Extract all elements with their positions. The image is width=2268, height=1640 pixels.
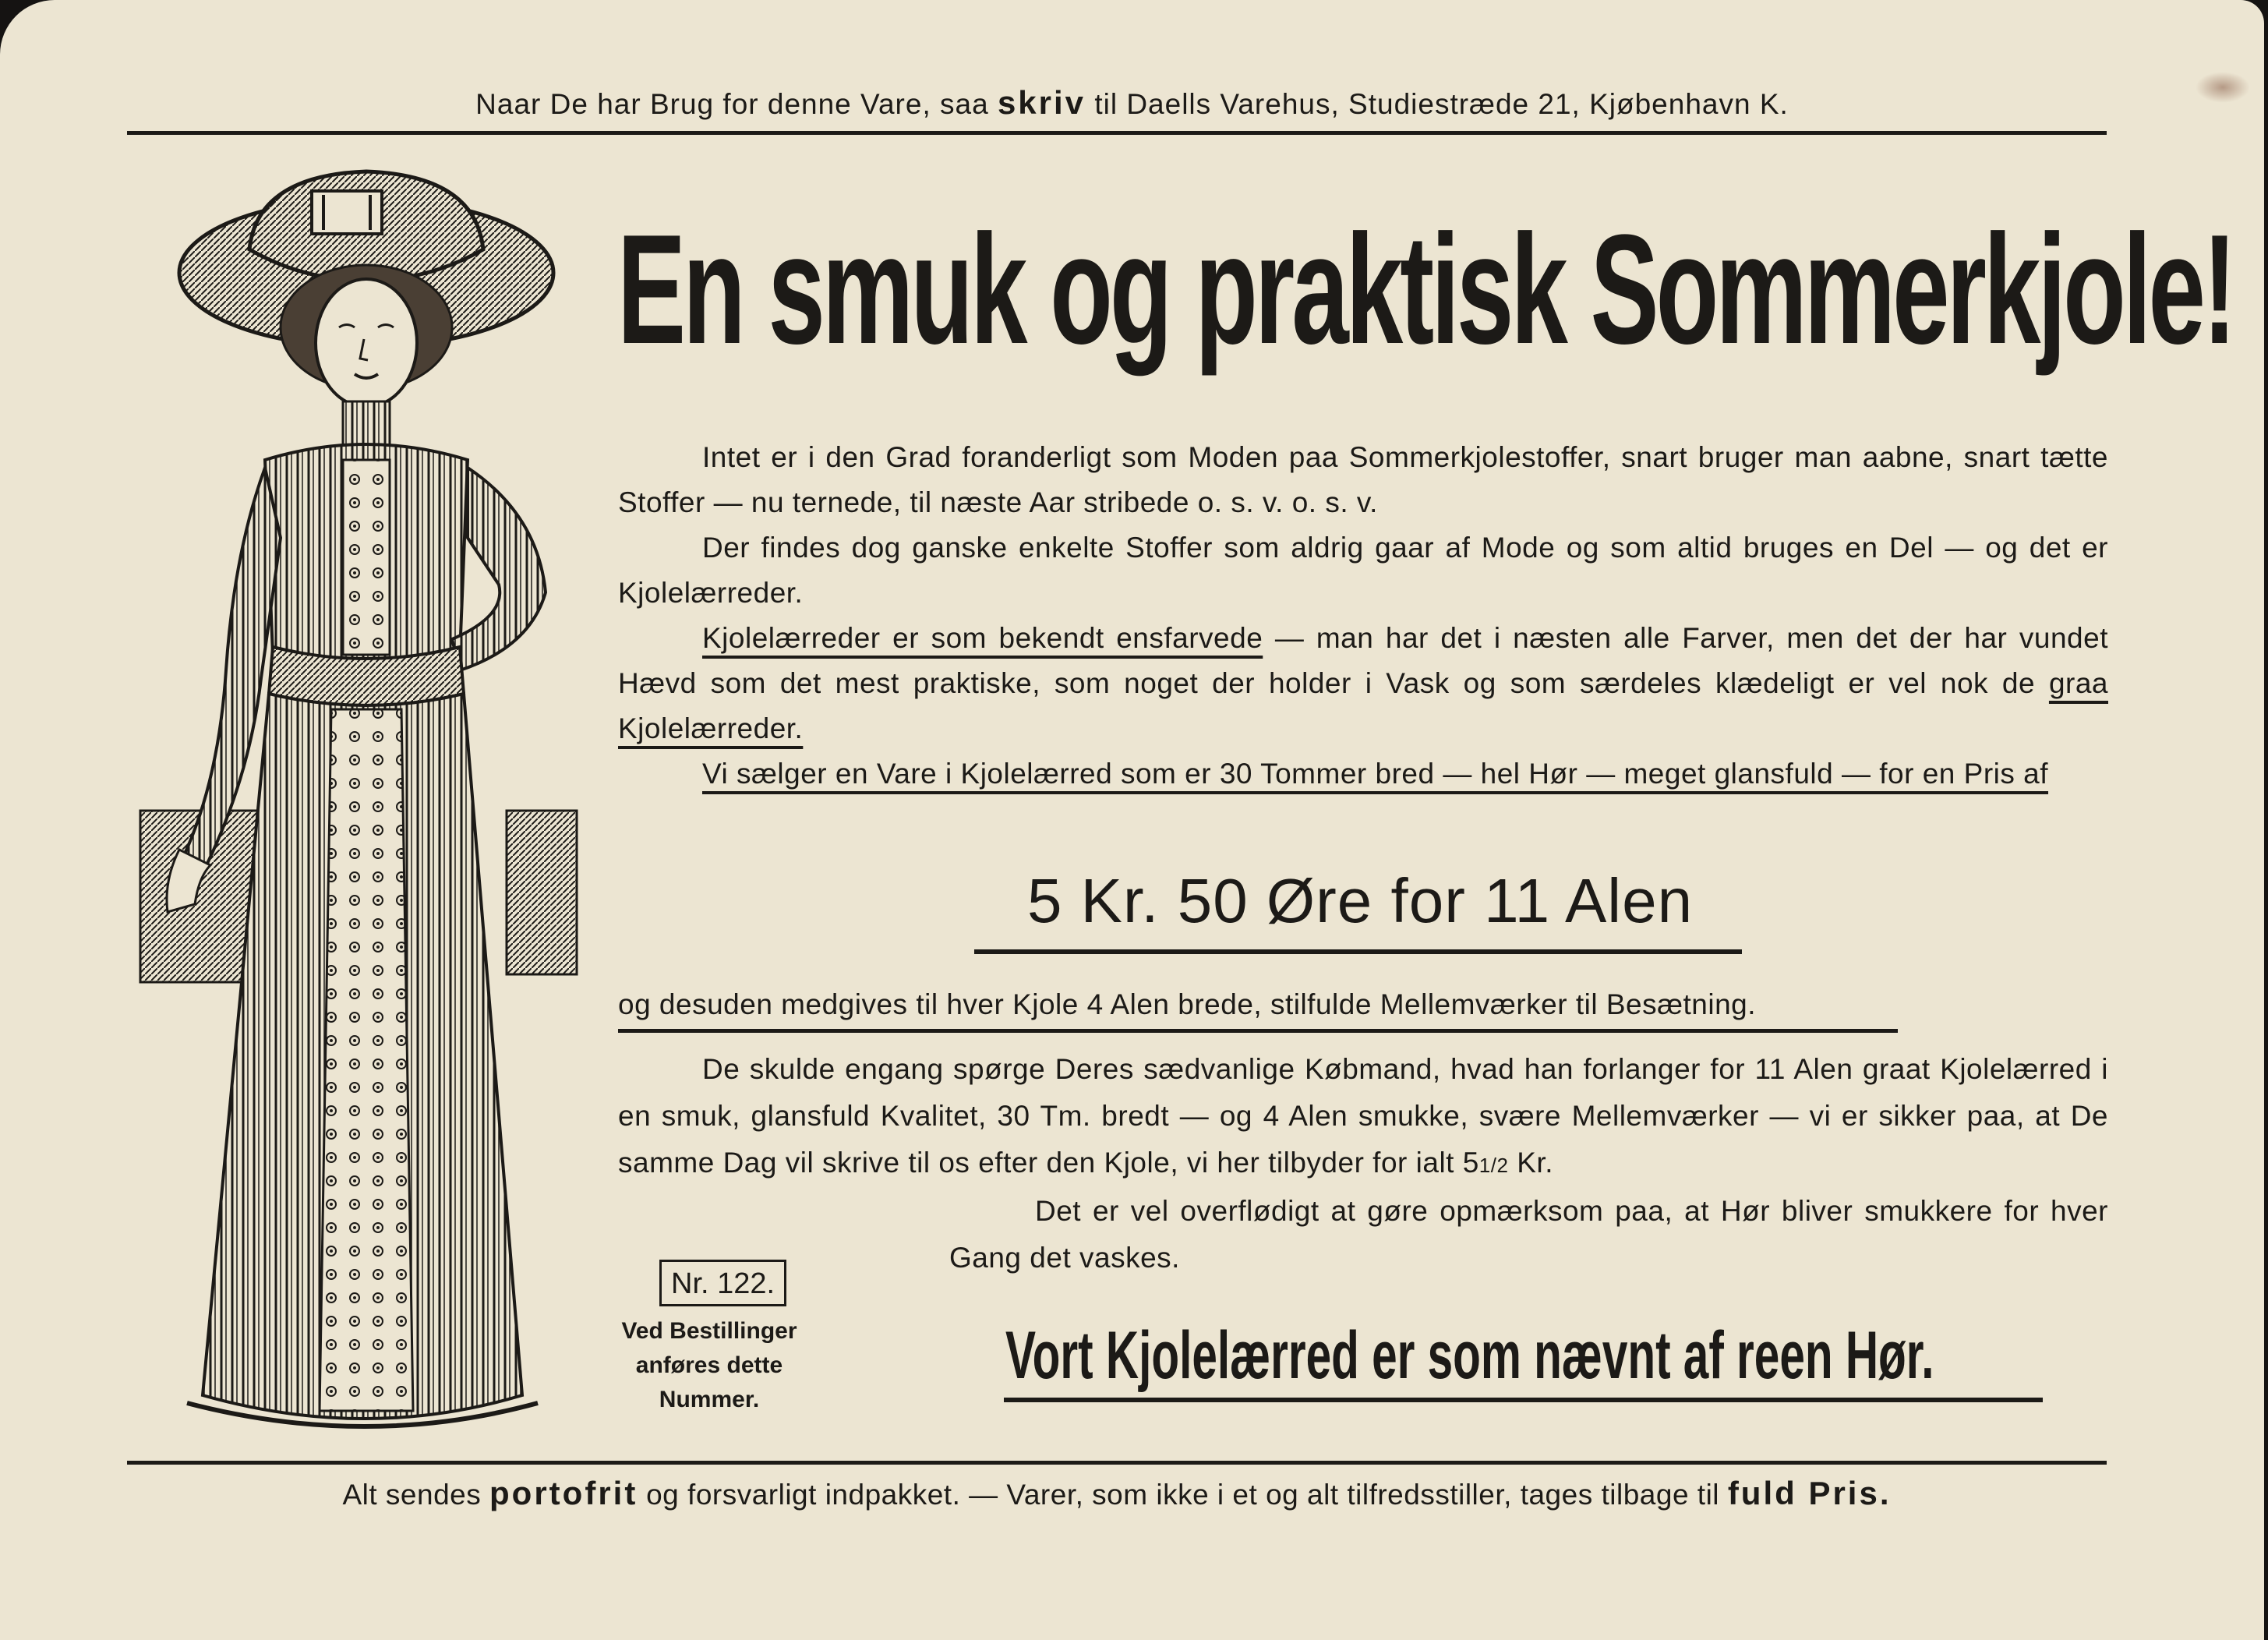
order-number-box: Nr. 122. bbox=[659, 1260, 786, 1306]
intro-text-block bbox=[618, 435, 2108, 797]
woman-in-dress-illustration bbox=[132, 164, 600, 1450]
footer-text-middle: og forsvarligt indpakket. — Varer, som ikke i et og alt tilfredsstiller, tages tilbage til bbox=[638, 1479, 1728, 1511]
body-text-block bbox=[618, 1046, 2108, 1189]
price-rule bbox=[974, 949, 1742, 954]
footer-strong-word-1: portofrit bbox=[489, 1475, 638, 1511]
washing-note-block bbox=[949, 1188, 2108, 1281]
body-paragraph-1-main: De skulde engang spørge Deres sædvanlige Købmand, hvad han forlanger for 11 Alen graat Kjolelærred i en smuk, glansfuld Kvalitet, 30 Tm. bredt — og 4 Alen smukke, svære Mellemværker — vi er sikker paa, at De samme Dag vil skrive til os efter den Kjole, vi her tilbyder for ialt 5 bbox=[618, 1053, 2108, 1179]
paragraph-3-body: — man har det i næsten alle Farver, men det der har vundet Hævd som det mest praktiske, som noget der holder i Vask og som særdeles klædeligt er vel nok de bbox=[618, 622, 2108, 699]
header-text-before: Naar De har Brug for denne Vare, saa bbox=[475, 88, 998, 120]
extra-offer-rule bbox=[618, 1029, 1898, 1033]
footer-strong-word-2: fuld Pris. bbox=[1727, 1475, 1892, 1511]
ad-headline: En smuk og praktisk Sommerkjole! bbox=[617, 203, 2234, 376]
underlined-phrase-2: graa Kjolelærreder. bbox=[618, 667, 2108, 744]
footer-text-before: Alt sendes bbox=[342, 1479, 490, 1511]
body-paragraph-1 bbox=[618, 1046, 2108, 1189]
header-line bbox=[0, 84, 2264, 122]
intro-paragraph-4 bbox=[618, 751, 2108, 797]
slogan-rule bbox=[1004, 1398, 2043, 1402]
order-number-note: Ved Bestillinger anføres dette Nummer. bbox=[621, 1318, 797, 1412]
price-fraction: 1/2 bbox=[1478, 1154, 1509, 1177]
footer-rule bbox=[127, 1461, 2107, 1465]
washing-note: Det er vel overflødigt at gøre opmærksom paa, at Hør bliver smukkere for hver Gang det vaskes. bbox=[949, 1195, 2108, 1274]
price-headline: 5 Kr. 50 Øre for 11 Alen bbox=[1026, 866, 1694, 935]
slogan: Vort Kjolelærred er som nævnt af reen Hør. bbox=[1005, 1318, 1934, 1393]
header-strong-word: skriv bbox=[997, 84, 1086, 121]
body-paragraph-1-end: Kr. bbox=[1508, 1147, 1553, 1179]
intro-paragraph-2: Der findes dog ganske enkelte Stoffer som aldrig gaar af Mode og som altid bruges en Del — og det er Kjolelærreder. bbox=[618, 532, 2108, 609]
header-text-after: til Daells Varehus, Studiestræde 21, Kjøbenhavn K. bbox=[1086, 88, 1789, 120]
intro-paragraph-1: Intet er i den Grad foranderligt som Moden paa Sommerkjolestoffer, snart bruger man aabne, snart tætte Stoffer — nu ternede, til næste Aar stribede o. s. v. o. s. v. bbox=[618, 441, 2108, 518]
intro-paragraph-3 bbox=[618, 616, 2108, 751]
underlined-offer-sentence: Vi sælger en Vare i Kjolelærred som er 30 Tommer bred — hel Hør — meget glansfuld — for en Pris af bbox=[702, 758, 2049, 790]
header-rule bbox=[127, 131, 2107, 135]
underlined-phrase-1: Kjolelærreder er som bekendt ensfarvede bbox=[702, 622, 1263, 654]
extra-offer-line: og desuden medgives til hver Kjole 4 Alen brede, stilfulde Mellemværker til Besætning. bbox=[618, 988, 1757, 1020]
footer-line bbox=[127, 1475, 2107, 1512]
